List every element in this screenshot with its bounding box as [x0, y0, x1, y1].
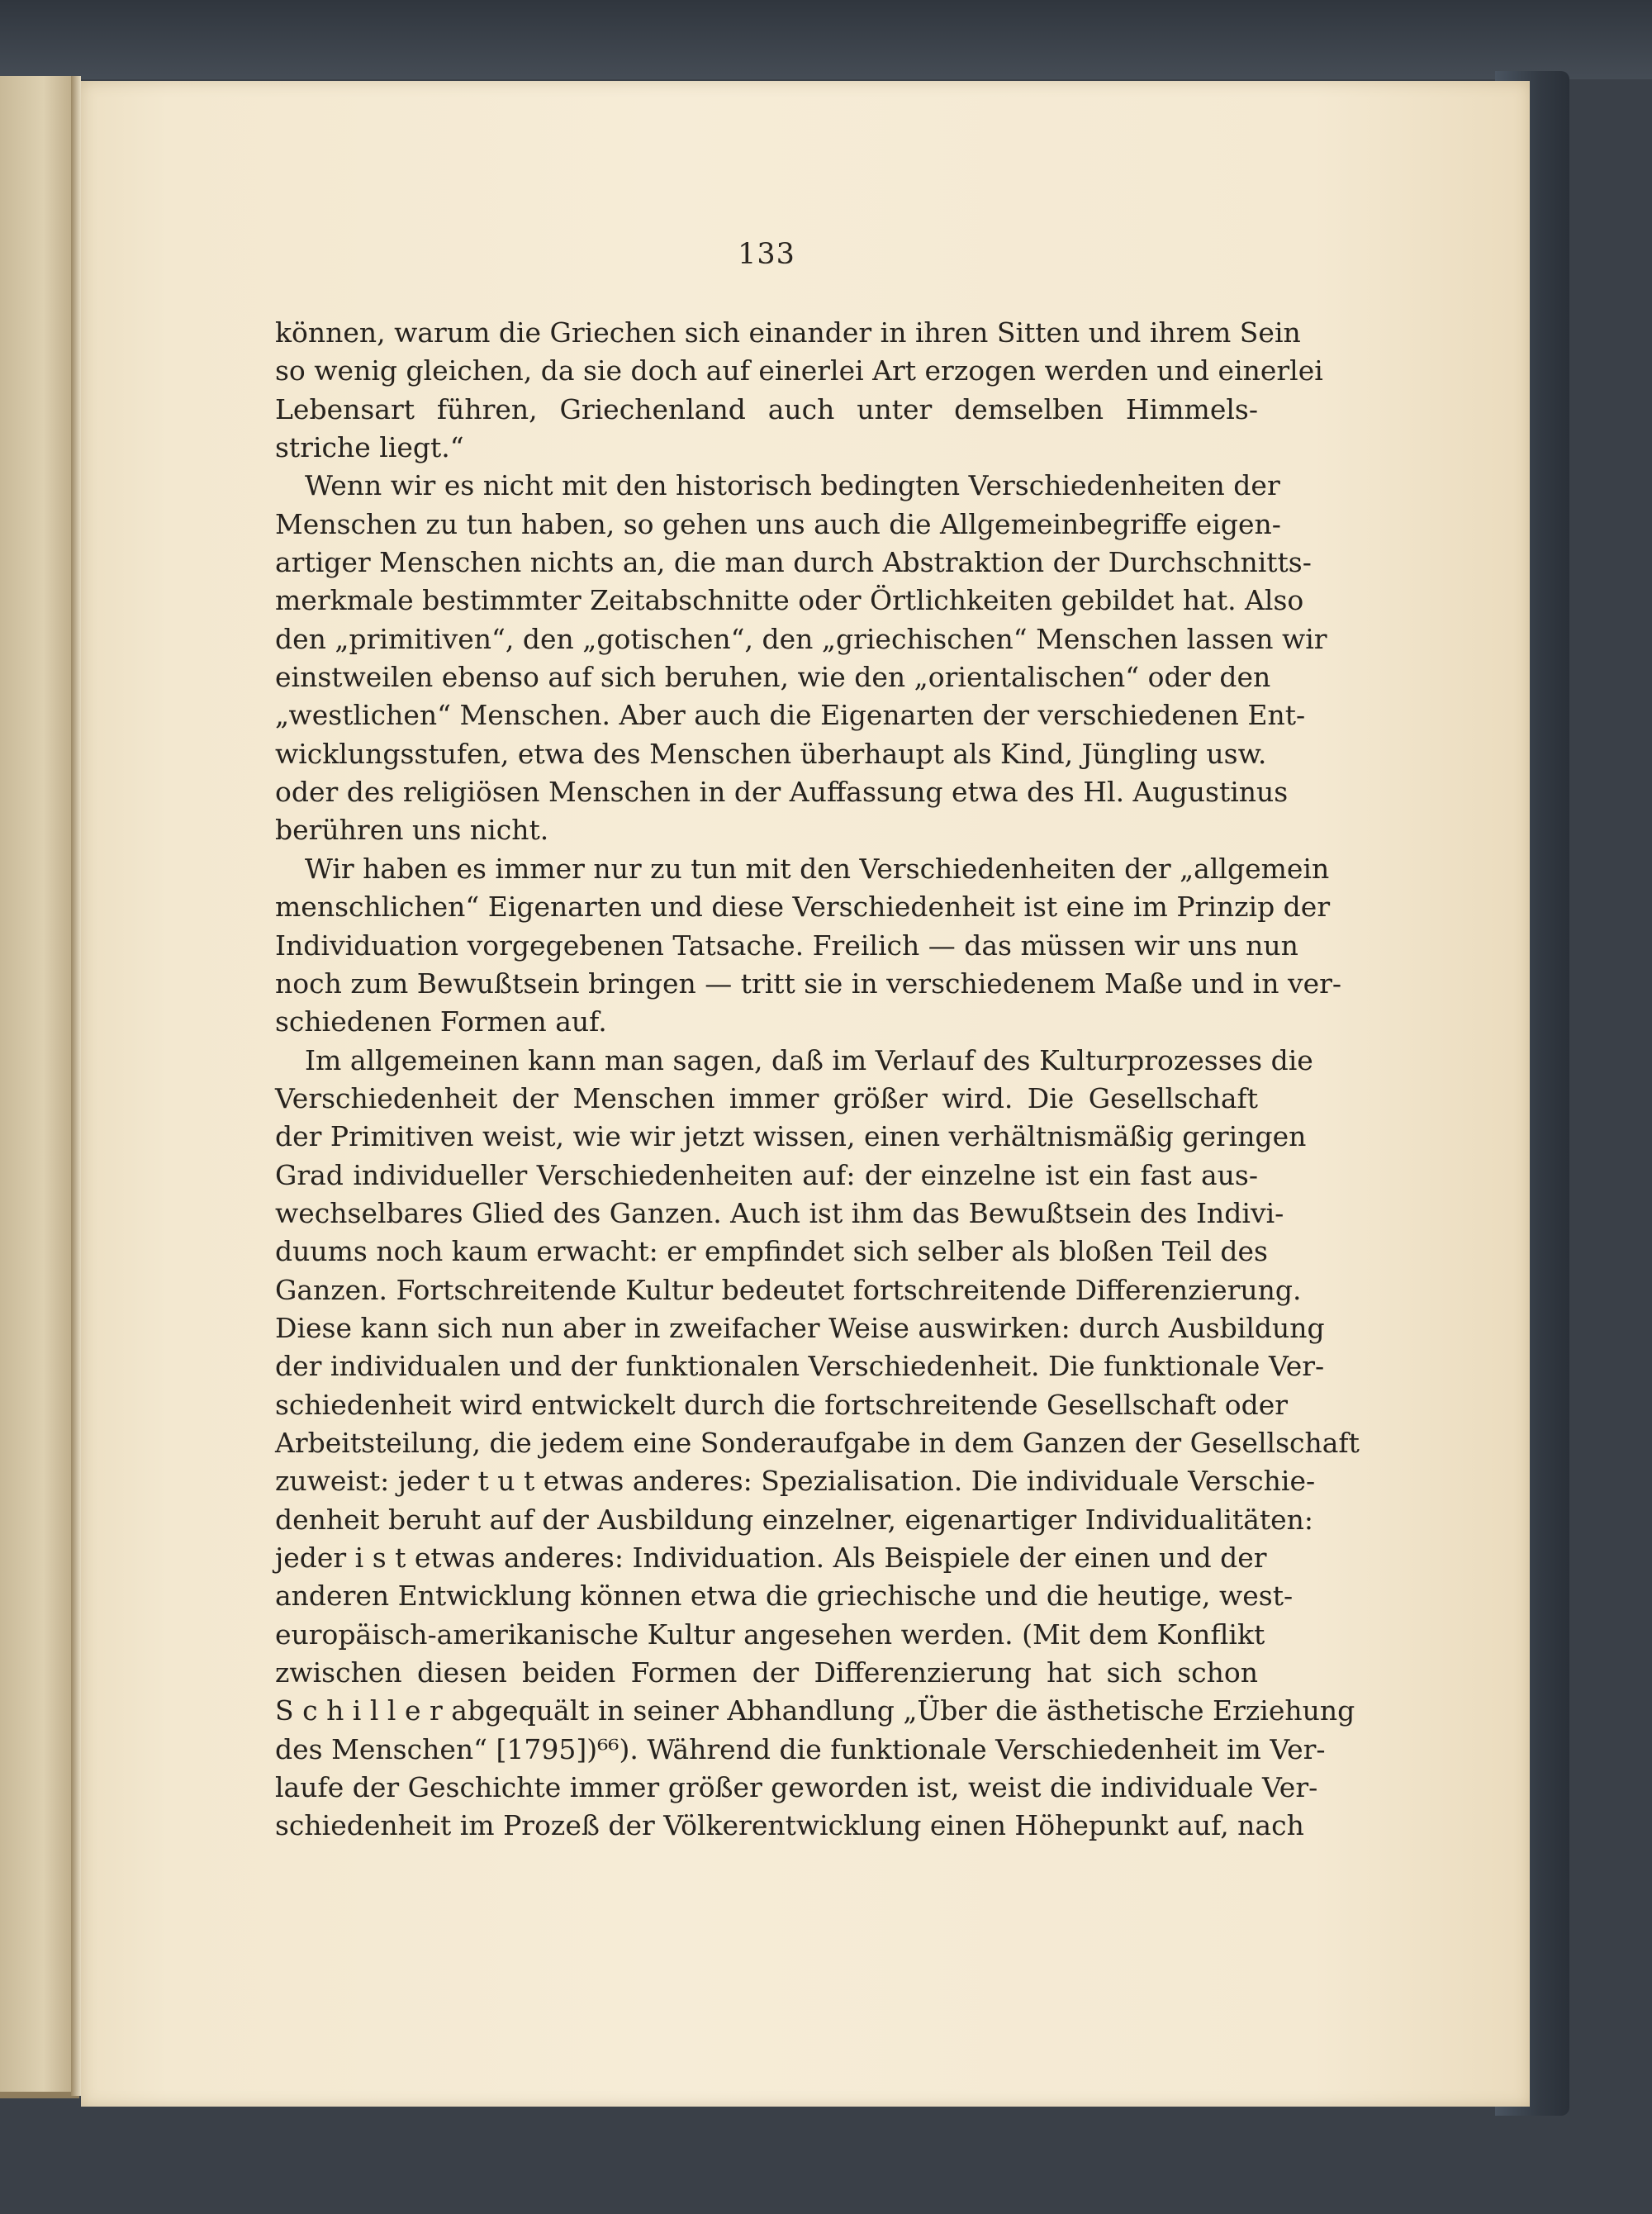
text-line: Diese kann sich nun aber in zweifacher Weise auswirken: durch Ausbildung [275, 1311, 1325, 1344]
text-line: so wenig gleichen, da sie doch auf einerlei Art erzogen werden und einerlei [275, 354, 1323, 387]
text-line: Arbeitsteilung, die jedem eine Sonderaufgabe in dem Ganzen der Gesellschaft [275, 1426, 1360, 1459]
page-gutter [71, 76, 81, 2096]
text-line: des Menschen“ [1795])⁶⁶). Während die funktionale Verschiedenheit im Ver- [275, 1732, 1326, 1765]
text-line: wicklungsstufen, etwa des Menschen überhaupt als Kind, Jüngling usw. [275, 737, 1267, 770]
text-line: oder des religiösen Menschen in der Auffassung etwa des Hl. Augustinus [275, 776, 1289, 809]
text-line: jeder i s t etwas anderes: Individuation. Als Beispiele der einen und der [275, 1542, 1267, 1574]
text-line: können, warum die Griechen sich einander in ihren Sitten und ihrem Sein [275, 316, 1301, 349]
text-line: wechselbares Glied des Ganzen. Auch ist ihm das Bewußtsein des Indivi- [275, 1196, 1284, 1229]
text-line: laufe der Geschichte immer größer geworden ist, weist die individuale Ver- [275, 1771, 1318, 1804]
text-line: Verschiedenheit der Menschen immer größer wird. Die Gesellschaft [275, 1081, 1258, 1114]
text-line: Grad individueller Verschiedenheiten auf: der einzelne ist ein fast aus- [275, 1158, 1258, 1191]
text-line: schiedenen Formen auf. [275, 1005, 607, 1038]
text-line: noch zum Bewußtsein bringen — tritt sie in verschiedenem Maße und in ver- [275, 967, 1342, 1000]
paragraph [275, 314, 1323, 467]
text-line: Ganzen. Fortschreitende Kultur bedeutet fortschreitende Differenzierung. [275, 1273, 1302, 1306]
paragraph [275, 1042, 1360, 1846]
text-line: der Primitiven weist, wie wir jetzt wissen, einen verhältnismäßig geringen [275, 1120, 1307, 1153]
text-line: denheit beruht auf der Ausbildung einzelner, eigenartiger Individualitäten: [275, 1503, 1314, 1536]
text-line: zwischen diesen beiden Formen der Differenzierung hat sich schon [275, 1656, 1258, 1689]
text-line: berühren uns nicht. [275, 814, 549, 847]
text-line: einstweilen ebenso auf sich beruhen, wie den „orientalischen“ oder den [275, 661, 1271, 694]
book-page [81, 81, 1530, 2107]
text-line: Individuation vorgegebenen Tatsache. Freilich — das müssen wir uns nun [275, 929, 1298, 962]
text-line: europäisch-amerikanische Kultur angesehen werden. (Mit dem Konflikt [275, 1618, 1265, 1651]
text-line: der individualen und der funktionalen Verschiedenheit. Die funktionale Ver- [275, 1350, 1325, 1383]
body-text [275, 314, 1360, 1846]
text-line: Im allgemeinen kann man sagen, daß im Verlauf des Kulturprozesses die [305, 1043, 1313, 1076]
book-binding-top [0, 0, 1652, 79]
text-line: Wenn wir es nicht mit den historisch bedingten Verschiedenheiten der [305, 469, 1280, 502]
text-line: anderen Entwicklung können etwa die griechische und die heutige, west- [275, 1580, 1294, 1613]
page-number: 133 [738, 238, 795, 271]
text-line: „westlichen“ Menschen. Aber auch die Eigenarten der verschiedenen Ent- [275, 699, 1306, 732]
text-line: menschlichen“ Eigenarten und diese Verschiedenheit ist eine im Prinzip der [275, 891, 1331, 924]
text-line: Lebensart führen, Griechenland auch unter demselben Himmels- [275, 392, 1258, 425]
text-line: schiedenheit wird entwickelt durch die fortschreitende Gesellschaft oder [275, 1388, 1289, 1421]
paragraph [275, 850, 1342, 1042]
text-line: artiger Menschen nichts an, die man durch Abstraktion der Durchschnitts- [275, 546, 1312, 579]
text-line: merkmale bestimmter Zeitabschnitte oder Örtlichkeiten gebildet hat. Also [275, 584, 1304, 617]
previous-page-edge [0, 76, 79, 2098]
text-line: den „primitiven“, den „gotischen“, den „griechischen“ Menschen lassen wir [275, 622, 1327, 655]
text-line: striche liegt.“ [275, 431, 464, 464]
text-line: Wir haben es immer nur zu tun mit den Verschiedenheiten der „allgemein [305, 852, 1330, 885]
text-line: zuweist: jeder t u t etwas anderes: Spezialisation. Die individuale Verschie- [275, 1465, 1316, 1498]
text-line: S c h i l l e r abgequält in seiner Abhandlung „Über die ästhetische Erziehung [275, 1694, 1355, 1727]
text-line: duums noch kaum erwacht: er empfindet sich selber als bloßen Teil des [275, 1235, 1268, 1268]
text-line: schiedenheit im Prozeß der Völkerentwicklung einen Höhepunkt auf, nach [275, 1809, 1304, 1842]
text-line: Menschen zu tun haben, so gehen uns auch die Allgemeinbegriffe eigen- [275, 507, 1281, 540]
paragraph [275, 467, 1327, 849]
